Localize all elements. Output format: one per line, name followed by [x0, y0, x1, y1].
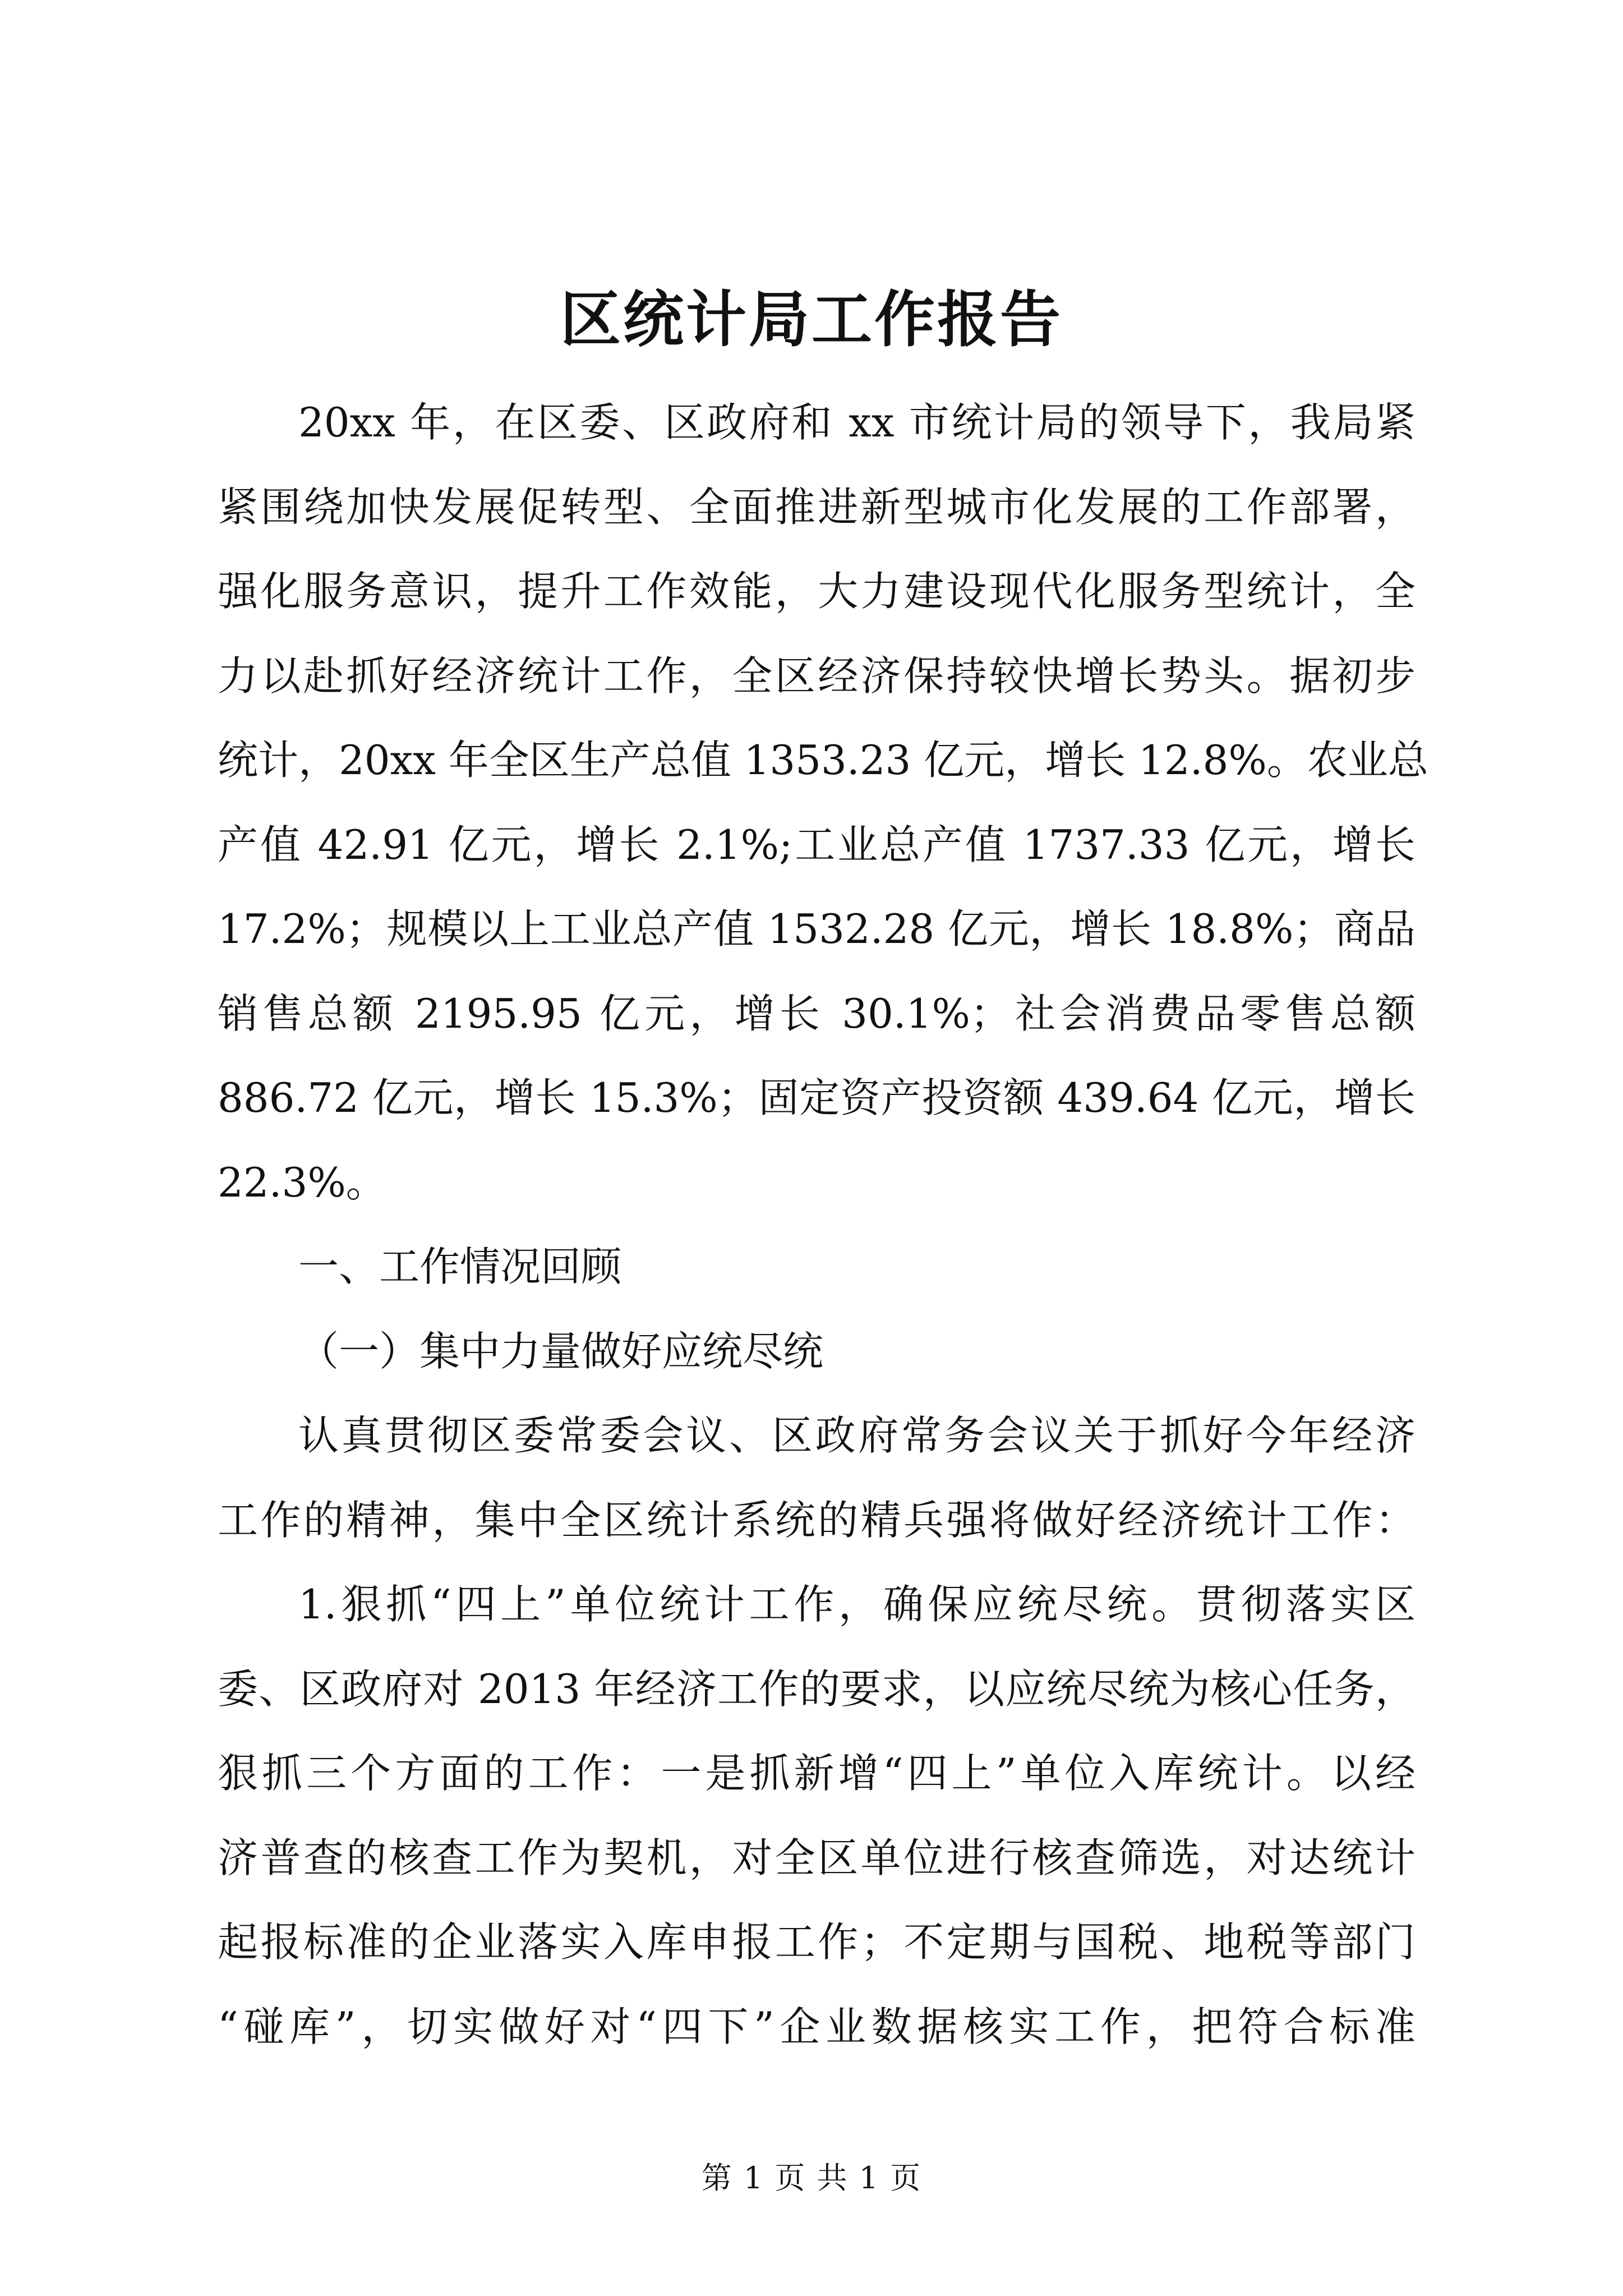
- text-line: 统计，20xx 年全区生产总值 1353.23 亿元，增长 12.8%。农业总: [218, 737, 1428, 784]
- document-title: 区统计局工作报告: [560, 284, 1063, 355]
- text-line: 1.狠抓“四上”单位统计工作，确保应统尽统。贯彻落实区: [298, 1581, 1415, 1628]
- text-line: 17.2%；规模以上工业总产值 1532.28 亿元，增长 18.8%；商品: [218, 905, 1415, 953]
- document-body: [218, 380, 1428, 2069]
- paragraph-body: [218, 1393, 1415, 1562]
- text-line: 力以赴抓好经济统计工作，全区经济保持较快增长势头。据初步: [218, 652, 1415, 700]
- text-line: 一、工作情况回顾: [298, 1243, 622, 1290]
- text-line: “碰库”，切实做好对“四下”企业数据核实工作，把符合标准: [218, 2003, 1415, 2050]
- section-heading: [218, 1225, 1415, 1309]
- text-line: 狠抓三个方面的工作：一是抓新增“四上”单位入库统计。以经: [218, 1750, 1415, 1797]
- subsection-heading: [218, 1309, 1415, 1394]
- text-line: 起报标准的企业落实入库申报工作；不定期与国税、地税等部门: [218, 1918, 1415, 1966]
- text-line: 20xx 年，在区委、区政府和 xx 市统计局的领导下，我局紧: [298, 399, 1415, 446]
- page-footer: 第 1 页 共 1 页: [701, 2160, 922, 2196]
- paragraph-item-1: [218, 1562, 1415, 2069]
- text-line: （一）集中力量做好应统尽统: [298, 1327, 824, 1375]
- text-line: 强化服务意识，提升工作效能，大力建设现代化服务型统计，全: [218, 568, 1415, 615]
- text-line: 紧围绕加快发展促转型、全面推进新型城市化发展的工作部署，: [218, 483, 1415, 531]
- text-line: 产值 42.91 亿元，增长 2.1%;工业总产值 1737.33 亿元，增长: [218, 821, 1415, 868]
- text-line: 工作的精神，集中全区统计系统的精兵强将做好经济统计工作：: [218, 1496, 1415, 1544]
- text-line: 22.3%。: [218, 1158, 386, 1206]
- text-line: 委、区政府对 2013 年经济工作的要求，以应统尽统为核心任务，: [218, 1665, 1415, 1713]
- paragraph-intro: [218, 380, 1428, 1225]
- text-line: 销售总额 2195.95 亿元，增长 30.1%；社会消费品零售总额: [218, 990, 1415, 1037]
- text-line: 886.72 亿元，增长 15.3%；固定资产投资额 439.64 亿元，增长: [218, 1074, 1415, 1121]
- text-line: 认真贯彻区委常委会议、区政府常务会议关于抓好今年经济: [298, 1412, 1415, 1459]
- text-line: 济普查的核查工作为契机，对全区单位进行核查筛选，对达统计: [218, 1834, 1415, 1881]
